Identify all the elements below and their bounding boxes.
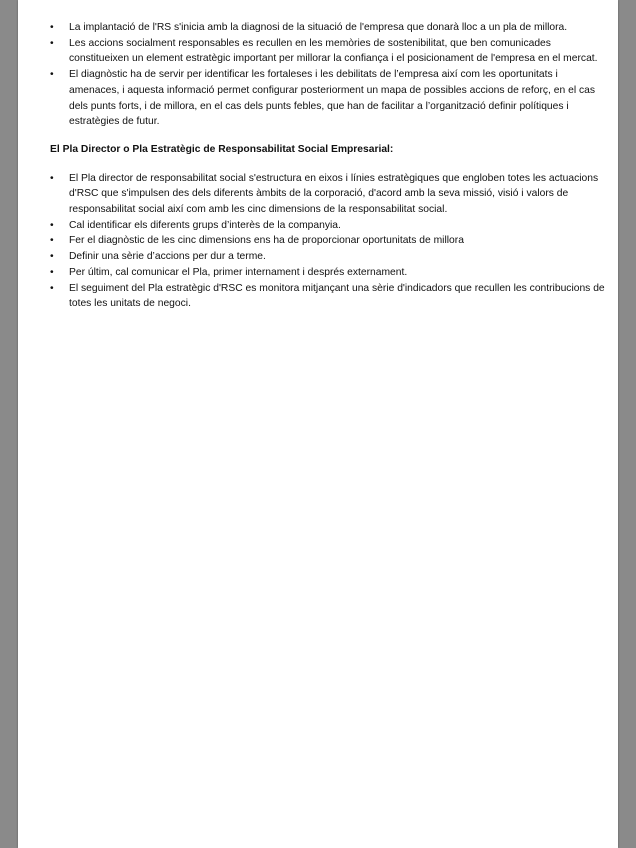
list-item <box>50 281 606 312</box>
bullet-icon: • <box>50 282 54 294</box>
list-item <box>50 249 606 265</box>
bullet-list-diagnosis <box>50 20 606 130</box>
page-content <box>50 20 606 312</box>
list-item-text: Les accions socialment responsables es recullen en les memòries de sostenibilitat, que ben comunicades constitueixen un element estratègic important per millorar la confiança i el posicionament de l'empresa en el mercat. <box>69 37 598 65</box>
list-item-text: Fer el diagnòstic de les cinc dimensions ens ha de proporcionar oportunitats de millora <box>69 235 464 247</box>
list-item <box>50 218 606 234</box>
list-item-text: El seguiment del Pla estratègic d'RSC es monitora mitjançant una sèrie d'indicadors que recullen les contribucions de totes les unitats de negoci. <box>69 282 605 310</box>
list-item <box>50 36 606 67</box>
document-page <box>18 0 618 848</box>
list-item <box>50 265 606 281</box>
list-item-text: El Pla director de responsabilitat social s'estructura en eixos i línies estratègiques que engloben totes les actuacions d'RSC que s'impulsen des dels diferents àmbits de la corporació, d'acord amb la seva missió, visió i valors de responsabilitat social així com amb les cinc dimensions de la responsabilitat social. <box>69 172 599 216</box>
section-heading: El Pla Director o Pla Estratègic de Responsabilitat Social Empresarial: <box>50 143 394 155</box>
list-item <box>50 20 606 36</box>
list-item-text: Per últim, cal comunicar el Pla, primer internament i després externament. <box>69 266 408 278</box>
list-item-text: Definir una sèrie d’accions per dur a terme. <box>69 251 266 263</box>
list-item <box>50 171 606 218</box>
bullet-icon: • <box>50 22 54 33</box>
bullet-icon: • <box>50 37 54 49</box>
list-item-text: El diagnòstic ha de servir per identificar les fortaleses i les debilitats de l’empresa així com les oportunitats i amenaces, i aquesta informació permet configurar posteriorment un mapa de possibles accions de reforç, en el cas dels punts forts, i de millora, en el cas dels punts febles, que han de facilitar a l’organització definir polítiques i estratègies de futur. <box>69 69 595 128</box>
bullet-icon: • <box>50 219 54 231</box>
list-item <box>50 67 606 130</box>
list-item-text: Cal identificar els diferents grups d’interès de la companyia. <box>69 219 341 231</box>
list-item <box>50 233 606 249</box>
bullet-icon: • <box>50 251 54 263</box>
bullet-list-strategic-plan <box>50 171 606 312</box>
bullet-icon: • <box>50 266 54 278</box>
bullet-icon: • <box>50 69 54 81</box>
bullet-icon: • <box>50 172 54 184</box>
list-item-text: La implantació de l'RS s'inicia amb la diagnosi de la situació de l'empresa que donarà lloc a un pla de millora. <box>69 22 568 33</box>
bullet-icon: • <box>50 235 54 247</box>
